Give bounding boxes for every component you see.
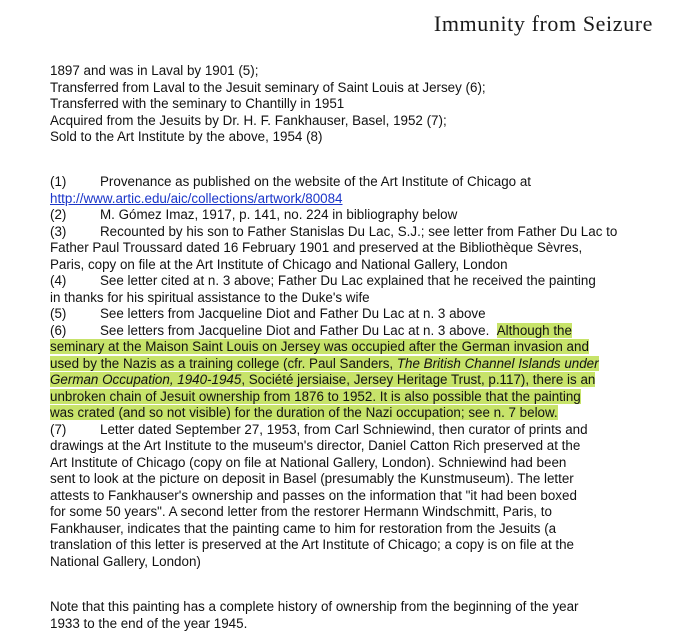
footnote-text: Art Institute of Chicago (copy on file at National Gallery, London). Schniewind had been	[50, 454, 567, 470]
footnote-text: sent to look at the picture on deposit in Basel (presumably the Kunstmuseum). The letter	[50, 471, 574, 486]
footnote-text: Letter dated September 27, 1953, from Carl Schniewind, then curator of prints and	[100, 421, 588, 437]
provenance-line: Sold to the Art Institute by the above, 1954 (8)	[50, 129, 323, 144]
footnote-text: Paris, copy on file at the Art Institute of Chicago and National Gallery, London	[50, 256, 508, 272]
footnote-number: (1)	[50, 174, 67, 189]
footnote-text: Fankhauser, indicates that the painting came to him for restoration from the Jesuits (a	[50, 520, 557, 536]
footnote-2	[50, 207, 660, 224]
footnote-text: See letter cited at n. 3 above; Father Du Lac explained that he received the painting	[100, 273, 596, 288]
footnote-text: See letters from Jacqueline Diot and Father Du Lac at n. 3 above.	[100, 322, 490, 338]
cited-book-title: German Occupation, 1940-1945	[50, 372, 242, 387]
footnotes	[50, 174, 660, 570]
footnote-text: drawings at the Art Institute to the museum's director, Daniel Catton Rich preserved at the	[50, 438, 581, 453]
footnote-text: Father Paul Troussard dated 16 February 1901 and preserved at the Bibliothèque Sèvres,	[50, 240, 583, 255]
footnote-text: Recounted by his son to Father Stanislas Du Lac, S.J.; see letter from Father Du Lac to	[100, 223, 618, 239]
highlighted-text: , Société jersiaise, Jersey Heritage Trust, p.117), there is an	[241, 372, 596, 387]
footnote-text: translation of this letter is preserved at the Art Institute of Chicago; a copy is on file at the	[50, 537, 574, 552]
footnote-4	[50, 273, 660, 306]
footnote-text: See letters from Jacqueline Diot and Father Du Lac at n. 3 above	[100, 306, 486, 321]
provenance-line: Acquired from the Jesuits by Dr. H. F. Fankhauser, Basel, 1952 (7);	[50, 112, 447, 128]
closing-line: 1933 to the end of the year 1945.	[50, 615, 248, 631]
highlighted-text: was crated (and so not visible) for the duration of the Nazi occupation; see n. 7 below.	[50, 405, 558, 420]
highlighted-text: seminary at the Maison Saint Louis on Jersey was occupied after the German invasion and	[50, 339, 589, 354]
footnote-7	[50, 422, 660, 571]
footnote-number: (4)	[50, 273, 67, 288]
cited-book-title: The British Channel Islands under	[396, 355, 599, 371]
footnote-number: (2)	[50, 207, 67, 222]
highlighted-text: used by the Nazis as a training college (cfr. Paul Sanders,	[50, 355, 394, 371]
provenance-line: 1897 and was in Laval by 1901 (5);	[50, 63, 259, 78]
footnote-number: (7)	[50, 421, 67, 437]
highlighted-text: Although the	[496, 322, 572, 338]
footnote-text: National Gallery, London)	[50, 553, 201, 569]
footnote-text: Provenance as published on the website of the Art Institute of Chicago at	[100, 174, 532, 189]
artwork-link[interactable]: http://www.artic.edu/aic/collections/artwork/80084	[50, 190, 343, 206]
footnote-number: (3)	[50, 223, 67, 239]
footnote-6	[50, 323, 660, 422]
provenance-line: Transferred from Laval to the Jesuit seminary of Saint Louis at Jersey (6);	[50, 79, 486, 95]
closing-paragraph	[50, 599, 660, 632]
closing-line: Note that this painting has a complete history of ownership from the beginning of the year	[50, 599, 579, 614]
footnote-1	[50, 174, 660, 207]
footnote-text: attests to Fankhauser's ownership and passes on the information that "it had been boxed	[50, 487, 577, 503]
footnote-number: (6)	[50, 322, 67, 338]
footnote-5	[50, 306, 660, 323]
provenance-line: Transferred with the seminary to Chantilly in 1951	[50, 96, 345, 111]
footnote-3	[50, 224, 660, 274]
provenance-list	[50, 63, 660, 146]
page-header-title: Immunity from Seizure	[433, 11, 653, 36]
footnote-text: in thanks for his spiritual assistance to the Duke's wife	[50, 289, 370, 305]
footnote-text: for some 50 years". A second letter from the restorer Hermann Windschmitt, Paris, to	[50, 504, 552, 519]
footnote-text: M. Gómez Imaz, 1917, p. 141, no. 224 in bibliography below	[100, 207, 458, 222]
footnote-number: (5)	[50, 306, 67, 321]
highlighted-text: unbroken chain of Jesuit ownership from 1876 to 1952. It is also possible that the painting	[50, 388, 581, 404]
